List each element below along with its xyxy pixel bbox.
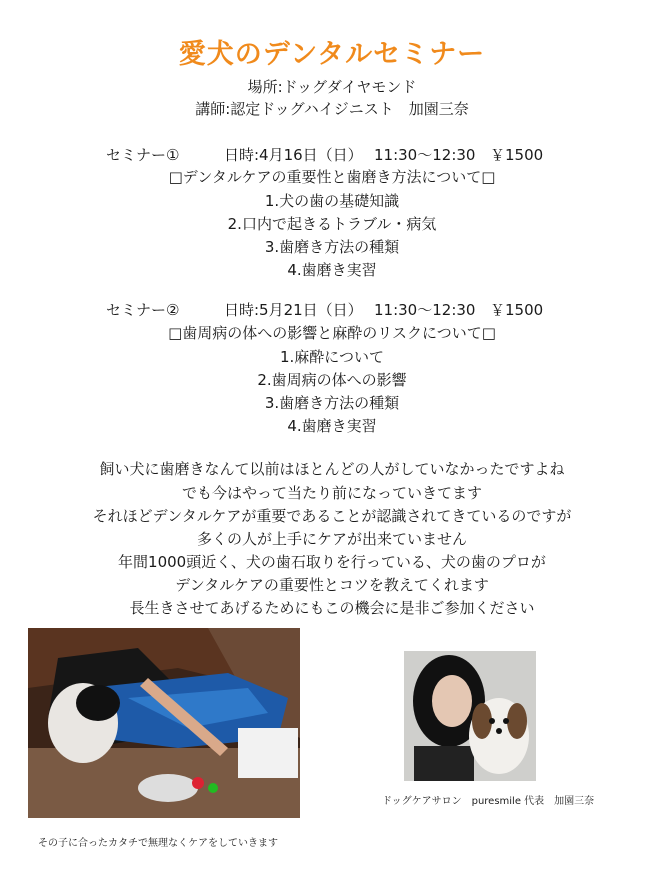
seminar-2-item: 4.歯磨き実習 (287, 417, 377, 435)
seminar-1-time: 11:30〜12:30 (374, 146, 476, 164)
body-line: でも今はやって当たり前になっていきてます (181, 484, 482, 502)
seminar-2-theme: □歯周病の体への影響と麻酔のリスクについて□ (168, 324, 496, 342)
seminar-1-name: セミナー① (106, 146, 180, 164)
seminar-1-date: 日時:4月16日（日） (224, 146, 363, 164)
body-line: それほどデンタルケアが重要であることが認識されてきているのですが (92, 507, 572, 525)
seminar-1-item: 2.口内で起きるトラブル・病気 (227, 215, 437, 233)
seminar-1-price: ￥1500 (490, 146, 544, 164)
seminar-1-header (106, 144, 543, 165)
seminar-2-item: 1.麻酔について (279, 348, 384, 366)
dog-dental-care-photo (28, 628, 300, 818)
left-photo-caption: その子に合ったカタチで無理なくケアをしていきます (38, 838, 278, 849)
right-photo-caption: ドッグケアサロン puresmile 代表 加園三奈 (382, 796, 595, 807)
seminar-1-theme: □デンタルケアの重要性と歯磨き方法について□ (168, 168, 496, 186)
body-line: 多くの人が上手にケアが出来ていません (196, 530, 467, 548)
seminar-2-item: 2.歯周病の体への影響 (257, 371, 407, 389)
seminar-1-item: 4.歯磨き実習 (287, 261, 377, 279)
lecturer-with-dog-photo (404, 651, 536, 781)
venue: 場所:ドッグダイヤモンド (247, 78, 417, 96)
lecturer: 講師:認定ドッグハイジニスト 加園三奈 (195, 100, 469, 118)
page-title: 愛犬のデンタルセミナー (178, 39, 486, 70)
seminar-2-header (106, 299, 543, 320)
body-line: 長生きさせてあげるためにもこの機会に是非ご参加ください (129, 599, 535, 617)
body-line: 飼い犬に歯磨きなんて以前はほとんどの人がしていなかったですよね (99, 460, 565, 478)
seminar-2-time: 11:30〜12:30 (374, 301, 476, 319)
seminar-1-item: 1.犬の歯の基礎知識 (264, 192, 400, 210)
seminar-2-price: ￥1500 (490, 301, 544, 319)
seminar-1-item: 3.歯磨き方法の種類 (264, 238, 400, 256)
body-line: デンタルケアの重要性とコツを教えてくれます (175, 576, 489, 594)
body-line: 年間1000頭近く、犬の歯石取りを行っている、犬の歯のプロが (118, 553, 546, 571)
seminar-2-date: 日時:5月21日（日） (224, 301, 363, 319)
seminar-2-name: セミナー② (106, 301, 180, 319)
seminar-2-item: 3.歯磨き方法の種類 (264, 394, 400, 412)
